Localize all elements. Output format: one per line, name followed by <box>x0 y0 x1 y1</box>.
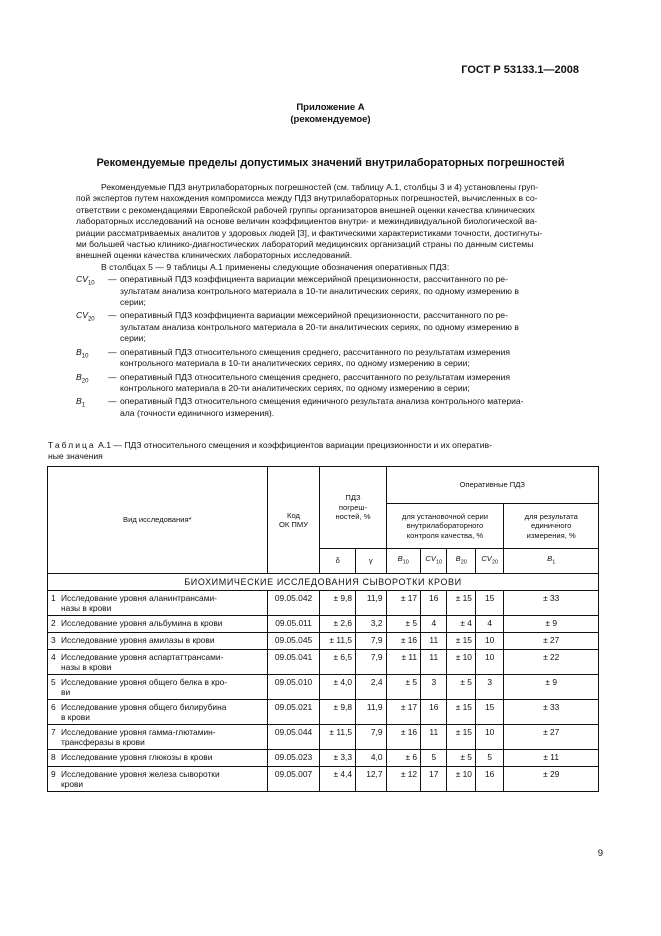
definition-line: серии; <box>120 333 146 344</box>
cell-b10: ± 16 <box>386 725 421 750</box>
name-wrap <box>51 635 264 645</box>
cell-code: 09.05.041 <box>267 650 320 675</box>
cell-b1: ± 33 <box>504 700 599 725</box>
standard-number: ГОСТ Р 53133.1—2008 <box>461 64 579 76</box>
cell-b20: ± 10 <box>447 650 475 675</box>
cell-delta: ± 4,0 <box>320 675 356 700</box>
header-type: Вид исследования* <box>48 467 268 574</box>
row-index: 1 <box>51 593 56 603</box>
cell-cv20: 10 <box>475 650 503 675</box>
cell-gamma: 11,9 <box>356 591 386 616</box>
cell-code: 09.05.010 <box>267 675 320 700</box>
row-index: 5 <box>51 677 56 687</box>
cell-code: 09.05.044 <box>267 725 320 750</box>
definition-dash: — <box>108 396 117 407</box>
annex-title: Приложение А <box>296 102 365 113</box>
cell-b10: ± 12 <box>386 767 421 792</box>
cell-cv20: 15 <box>475 700 503 725</box>
definition-line: зультатам анализа контрольного материала в 20-ти аналитических сериях, по одному измерению в <box>120 321 519 332</box>
cell-name <box>48 725 268 750</box>
definition-symbol <box>76 274 108 290</box>
row-name <box>61 652 264 672</box>
definitions-list <box>76 274 581 419</box>
cell-gamma: 12,7 <box>356 767 386 792</box>
definition-line: оперативный ПДЗ относительного смещения единичного результата анализа контрольного материа- <box>120 396 524 407</box>
cell-cv10: 17 <box>421 767 447 792</box>
row-name-line-1: Исследование уровня глюкозы в крови <box>61 752 213 762</box>
header-single-1: для результата <box>524 511 578 521</box>
cell-name <box>48 767 268 792</box>
definition-symbol <box>76 310 108 326</box>
cell-code: 09.05.007 <box>267 767 320 792</box>
cell-cv10: 11 <box>421 650 447 675</box>
definition-line: оперативный ПДЗ относительного смещения среднего, рассчитанного по результатам измерения <box>120 346 511 357</box>
cell-b20: ± 5 <box>447 750 475 767</box>
intro-line: внешней оценки качества клинических лабораторных исследований. <box>76 250 353 261</box>
cell-b10: ± 17 <box>386 700 421 725</box>
header-single <box>504 504 599 549</box>
cell-cv20: 4 <box>475 616 503 633</box>
cell-cv20: 15 <box>475 591 503 616</box>
cell-gamma: 2,4 <box>356 675 386 700</box>
header-code <box>267 467 320 574</box>
cell-b20: ± 15 <box>447 591 475 616</box>
annex-status: (рекомендуемое) <box>290 114 371 125</box>
cell-gamma: 4,0 <box>356 750 386 767</box>
row-name-line-1: Исследование уровня аланинтрансами- <box>61 593 217 603</box>
intro-line: ответствии с рекомендациями Европейской рабочей группы организаторов внешней оценки качества клинических <box>76 204 535 215</box>
row-name <box>61 702 264 722</box>
definition-symbol <box>76 347 108 363</box>
cell-cv20: 10 <box>475 725 503 750</box>
definition-line: зультатам анализа контрольного материала в 10-ти аналитических сериях, по одному измерению в <box>120 285 519 296</box>
definition-symbol <box>76 396 108 412</box>
header-series-3: контроля качества, % <box>406 530 484 540</box>
pdz-table <box>47 466 599 792</box>
definition-symbol-sub: 10 <box>87 280 95 287</box>
name-wrap <box>51 752 264 762</box>
cell-b10: ± 16 <box>386 633 421 650</box>
table-row <box>48 633 599 650</box>
cell-code: 09.05.045 <box>267 633 320 650</box>
definition-item <box>76 372 581 395</box>
definition-symbol-letter: B <box>76 346 82 357</box>
definition-symbol-sub: 20 <box>81 378 89 385</box>
header-series-2: внутрилабораторного <box>406 521 484 531</box>
cell-b20: ± 15 <box>447 633 475 650</box>
header-series <box>386 504 504 549</box>
definition-symbol-letter: CV <box>76 274 88 285</box>
header-cv20: $CV_{20}$ <box>475 549 503 574</box>
cell-cv10: 4 <box>421 616 447 633</box>
cell-name <box>48 750 268 767</box>
table-row <box>48 650 599 675</box>
row-name-line-1: Исследование уровня амилазы в крови <box>61 635 215 645</box>
definition-dash: — <box>108 371 117 382</box>
row-name <box>61 677 264 697</box>
row-index: 7 <box>51 727 56 737</box>
body-text <box>76 182 581 421</box>
table-row <box>48 616 599 633</box>
cell-code: 09.05.042 <box>267 591 320 616</box>
definition-symbol <box>76 372 108 388</box>
definition-dash: — <box>108 310 117 321</box>
row-name-line-1: Исследование уровня общего билирубина <box>61 702 227 712</box>
header-cv10: $CV_{10}$ <box>421 549 447 574</box>
definition-symbol-letter: CV <box>76 310 88 321</box>
cell-b10: ± 17 <box>386 591 421 616</box>
cell-gamma: 7,9 <box>356 633 386 650</box>
row-name <box>61 593 264 613</box>
cell-delta: ± 4,4 <box>320 767 356 792</box>
cell-cv10: 16 <box>421 591 447 616</box>
table-row <box>48 725 599 750</box>
cell-code: 09.05.023 <box>267 750 320 767</box>
definition-symbol-sub: 10 <box>81 353 89 360</box>
row-name-line-2: назы в крови <box>61 662 112 672</box>
definition-symbol-letter: B <box>76 396 82 407</box>
row-name <box>61 635 264 645</box>
definition-line: серии; <box>120 297 146 308</box>
header-pdz <box>320 467 386 549</box>
cell-b1: ± 22 <box>504 650 599 675</box>
row-index: 9 <box>51 769 56 779</box>
annex-block <box>0 102 661 126</box>
intro-paragraph <box>76 182 581 262</box>
cell-b10: ± 11 <box>386 650 421 675</box>
name-wrap <box>51 652 264 672</box>
header-pdz-1: ПДЗ <box>345 493 361 503</box>
table-row <box>48 700 599 725</box>
cell-gamma: 11,9 <box>356 700 386 725</box>
cell-delta: ± 3,3 <box>320 750 356 767</box>
caption-text-2: ные значения <box>48 450 103 461</box>
row-name-line-1: Исследование уровня альбумина в крови <box>61 618 223 628</box>
caption-text: А.1 — ПДЗ относительного смещения и коэффициентов вариации прецизионности и их оператив- <box>95 440 492 450</box>
definition-line: контрольного материала в 20-ти аналитических сериях, по одному измерению в серии; <box>120 382 470 393</box>
header-code-2: ОК ПМУ <box>278 520 309 529</box>
section-row: БИОХИМИЧЕСКИЕ ИССЛЕДОВАНИЯ СЫВОРОТКИ КРОВИ <box>48 574 599 591</box>
row-name <box>61 727 264 747</box>
cell-delta: ± 9,8 <box>320 700 356 725</box>
table-caption <box>48 440 598 461</box>
cell-name <box>48 616 268 633</box>
cell-name <box>48 650 268 675</box>
cell-cv20: 16 <box>475 767 503 792</box>
cell-cv20: 5 <box>475 750 503 767</box>
cell-name <box>48 591 268 616</box>
cell-b1: ± 9 <box>504 616 599 633</box>
cell-delta: ± 11,5 <box>320 725 356 750</box>
cell-cv10: 16 <box>421 700 447 725</box>
header-single-2: единичного <box>531 521 572 531</box>
cell-delta: ± 2,6 <box>320 616 356 633</box>
definition-line: контрольного материала в 10-ти аналитических сериях, по одному измерению в серии; <box>120 358 470 369</box>
table-row <box>48 767 599 792</box>
cell-cv20: 3 <box>475 675 503 700</box>
definition-line: оперативный ПДЗ относительного смещения среднего, рассчитанного по результатам измерения <box>120 371 511 382</box>
definition-symbol-sub: 1 <box>81 403 86 410</box>
row-name-line-1: Исследование уровня железа сыворотки <box>61 769 220 779</box>
intro-line: риации рассматриваемых аналитов у здоровых людей [3], и фактическими характеристиками точности, достигнуты- <box>76 227 543 238</box>
intro-line: лабораторных исследований на основе величин коэффициентов внутри- и межиндивидуальной биологической ва- <box>76 216 538 227</box>
header-series-1: для установочной серии <box>401 511 488 521</box>
cell-cv20: 10 <box>475 633 503 650</box>
row-index: 6 <box>51 702 56 712</box>
cell-gamma: 3,2 <box>356 616 386 633</box>
cell-b20: ± 15 <box>447 725 475 750</box>
intro-line: Рекомендуемые ПДЗ внутрилабораторных погрешностей (см. таблицу А.1, столбцы 3 и 4) установлены груп- <box>101 182 539 192</box>
cell-gamma: 7,9 <box>356 725 386 750</box>
cell-name <box>48 675 268 700</box>
definition-line: ала (точности единичного измерения). <box>120 407 275 418</box>
cell-delta: ± 11,5 <box>320 633 356 650</box>
definition-text <box>120 396 581 419</box>
row-name <box>61 769 264 789</box>
header-code-1: Код <box>287 510 300 520</box>
row-name-line-1: Исследование уровня общего белка в кро- <box>61 677 228 687</box>
row-name-line-2: назы в крови <box>61 603 112 613</box>
header-pdz-2: погреш- <box>338 502 368 512</box>
section-heading: Рекомендуемые пределы допустимых значений внутрилабораторных погрешностей <box>96 157 565 169</box>
cell-b1: ± 27 <box>504 633 599 650</box>
row-name <box>61 618 264 628</box>
cell-b10: ± 5 <box>386 616 421 633</box>
row-name-line-2: в крови <box>61 712 90 722</box>
cell-gamma: 7,9 <box>356 650 386 675</box>
definition-text <box>120 347 581 370</box>
cell-b1: ± 11 <box>504 750 599 767</box>
definition-text <box>120 310 581 344</box>
caption-label: Таблица <box>48 440 96 450</box>
definition-text <box>120 274 581 308</box>
cell-b1: ± 33 <box>504 591 599 616</box>
cell-cv10: 5 <box>421 750 447 767</box>
row-name <box>61 752 264 762</box>
cell-b10: ± 6 <box>386 750 421 767</box>
row-name-line-2: крови <box>61 779 84 789</box>
table-row <box>48 750 599 767</box>
cell-b20: ± 15 <box>447 700 475 725</box>
name-wrap <box>51 727 264 747</box>
intro-line: пой экспертов путем нахождения компромисса между ПДЗ внутрилабораторных погрешностей, вычисленных в со- <box>76 193 538 204</box>
cell-code: 09.05.011 <box>267 616 320 633</box>
cell-delta: ± 9,8 <box>320 591 356 616</box>
row-index: 4 <box>51 652 56 662</box>
definition-item <box>76 310 581 344</box>
definition-item <box>76 347 581 370</box>
cell-name <box>48 700 268 725</box>
cell-cv10: 3 <box>421 675 447 700</box>
cell-delta: ± 6,5 <box>320 650 356 675</box>
cell-b1: ± 29 <box>504 767 599 792</box>
row-name-line-1: Исследование уровня аспартаттрансами- <box>61 652 224 662</box>
definition-line: оперативный ПДЗ коэффициента вариации межсерийной прецизионности, рассчитанного по ре- <box>120 310 508 321</box>
cell-b10: ± 5 <box>386 675 421 700</box>
definition-dash: — <box>108 346 117 357</box>
header-b20: $B_{20}$ <box>447 549 475 574</box>
cell-b20: ± 5 <box>447 675 475 700</box>
notation-intro: В столбцах 5 — 9 таблицы А.1 применены следующие обозначения оперативных ПДЗ: <box>101 261 450 272</box>
cell-cv10: 11 <box>421 633 447 650</box>
row-index: 8 <box>51 752 56 762</box>
row-name-line-1: Исследование уровня гамма-глютамин- <box>61 727 216 737</box>
name-wrap <box>51 593 264 613</box>
definition-item <box>76 396 581 419</box>
header-b10: $B_{10}$ <box>386 549 421 574</box>
cell-name <box>48 633 268 650</box>
row-index: 2 <box>51 618 56 628</box>
row-name-line-2: ви <box>61 687 71 697</box>
cell-b20: ± 10 <box>447 767 475 792</box>
header-operative: Оперативные ПДЗ <box>386 467 599 504</box>
name-wrap <box>51 769 264 789</box>
row-name-line-2: трансферазы в крови <box>61 737 145 747</box>
cell-b1: ± 27 <box>504 725 599 750</box>
header-single-3: измерения, % <box>526 530 576 540</box>
cell-b20: ± 4 <box>447 616 475 633</box>
definition-item <box>76 274 581 308</box>
definition-dash: — <box>108 274 117 285</box>
cell-cv10: 11 <box>421 725 447 750</box>
name-wrap <box>51 677 264 697</box>
definition-symbol-sub: 20 <box>87 317 95 324</box>
cell-b1: ± 9 <box>504 675 599 700</box>
table-row <box>48 675 599 700</box>
header-gamma: γ <box>356 549 386 574</box>
row-index: 3 <box>51 635 56 645</box>
name-wrap <box>51 702 264 722</box>
definition-symbol-letter: B <box>76 371 82 382</box>
header-delta: δ <box>320 549 356 574</box>
definition-line: оперативный ПДЗ коэффициента вариации межсерийной прецизионности, рассчитанного по ре- <box>120 274 508 285</box>
page-number: 9 <box>597 848 603 859</box>
cell-code: 09.05.021 <box>267 700 320 725</box>
header-b1: $B_1$ <box>504 549 599 574</box>
header-pdz-3: ностей, % <box>335 512 371 522</box>
name-wrap <box>51 618 264 628</box>
intro-line: ми большей частью клинико-диагностических лабораторий медицинских организаций страны по данным системы <box>76 239 534 250</box>
table-row <box>48 591 599 616</box>
definition-text <box>120 372 581 395</box>
